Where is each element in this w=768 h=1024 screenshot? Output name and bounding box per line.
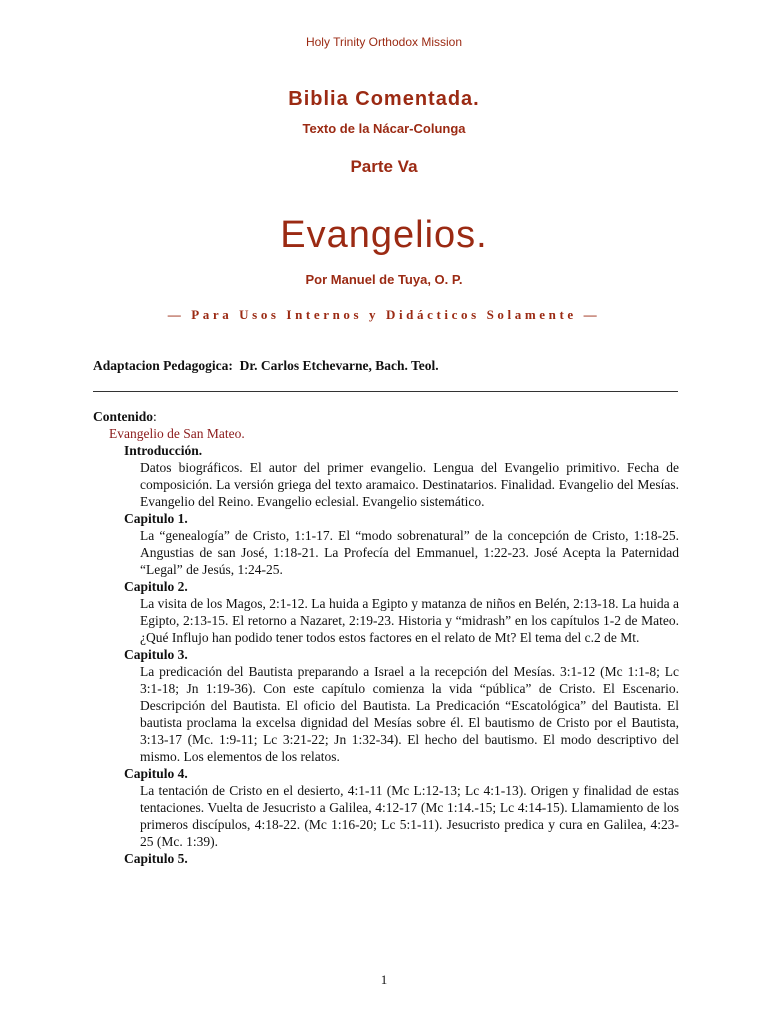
author-line: Por Manuel de Tuya, O. P.	[305, 272, 463, 287]
main-title: Evangelios.	[280, 214, 488, 256]
page-number: 1	[380, 972, 388, 987]
section-text-paragraph: La tentación de Cristo en el desierto, 4:1-11 (Mc L:12-13; Lc 4:1-13). Origen y finalidad de estas tentaciones. Vuelta de Jesucristo a Galilea, 4:12-17 (Mc 1:14.-15; Lc 4:14-15). Llamamiento de los primeros discípulos, 4:18-22. (Mc 1:16-20; Lc 5:1-11). Jesucristo predica y cura en Galilea, 4:23-25 (Mc. 1:39).	[140, 783, 679, 849]
section-title: Capitulo 5.	[124, 851, 188, 866]
contents-heading-label: Contenido	[93, 409, 154, 424]
document-title: Biblia Comentada.	[288, 88, 480, 110]
section-text	[140, 459, 679, 510]
table-of-contents	[93, 408, 679, 867]
section-text	[140, 663, 679, 765]
header-mission: Holy Trinity Orthodox Mission	[305, 35, 463, 49]
section-title: Capitulo 3.	[124, 647, 188, 662]
book-title: Evangelio de San Mateo.	[109, 426, 245, 441]
section-title: Capitulo 2.	[124, 579, 188, 594]
contents-heading-colon: :	[153, 409, 157, 424]
horizontal-rule	[93, 391, 678, 392]
contents-heading	[93, 408, 679, 425]
section-text	[140, 527, 679, 578]
section-text-paragraph: Datos biográficos. El autor del primer evangelio. Lengua del Evangelio primitivo. Fecha de composición. La versión griega del texto aramaico. Destinatarios. Finalidad. Evangelio del Mesías. Evangelio del Reino. Evangelio eclesial. Evangelio sistemático.	[140, 460, 679, 509]
document-subtitle: Texto de la Nácar-Colunga	[302, 121, 466, 136]
usage-note: — Para Usos Internos y Didácticos Solamente —	[167, 307, 601, 322]
section-title: Capitulo 1.	[124, 511, 188, 526]
section-text-paragraph: La visita de los Magos, 2:1-12. La huida a Egipto y matanza de niños en Belén, 2:13-18. La huida a Egipto, 2:13-15. El retorno a Nazaret, 2:19-23. Historia y “midrash” en los capítulos 1-2 de Mateo. ¿Qué Influjo han podido tener todos estos factores en el relato de Mt? El tema del c.2 de Mt.	[140, 596, 679, 645]
section-text	[140, 595, 679, 646]
part-label: Parte Va	[350, 157, 418, 176]
section-text	[140, 782, 679, 850]
adaptation-credit: Adaptacion Pedagogica: Dr. Carlos Etchevarne, Bach. Teol.	[93, 358, 439, 373]
section-title: Capitulo 4.	[124, 766, 188, 781]
section-text-paragraph: La predicación del Bautista preparando a Israel a la recepción del Mesías. 3:1-12 (Mc 1:1-8; Lc 3:1-18; Jn 1:19-36). Con este capítulo comienza la vida “pública” de Cristo. El Escenario. Descripción del Bautista. El oficio del Bautista. La Predicación “Escatológica” del Bautista. El bautista proclama la excelsa dignidad del Mesías sobre él. El bautismo de Cristo por el Bautista, 3:13-17 (Mc. 1:9-11; Lc 3:21-22; Jn 1:32-34). El hecho del bautismo. El modo descriptivo del mismo. Los elementos de los relatos.	[140, 664, 679, 764]
section-text-paragraph: La “genealogía” de Cristo, 1:1-17. El “modo sobrenatural” de la concepción de Cristo, 1:18-25. Angustias de san José, 1:18-21. La Profecía del Emmanuel, 1:22-23. José Acepta la Paternidad “Legal” de Jesús, 1:24-25.	[140, 528, 679, 577]
section-title: Introducción.	[124, 443, 203, 458]
